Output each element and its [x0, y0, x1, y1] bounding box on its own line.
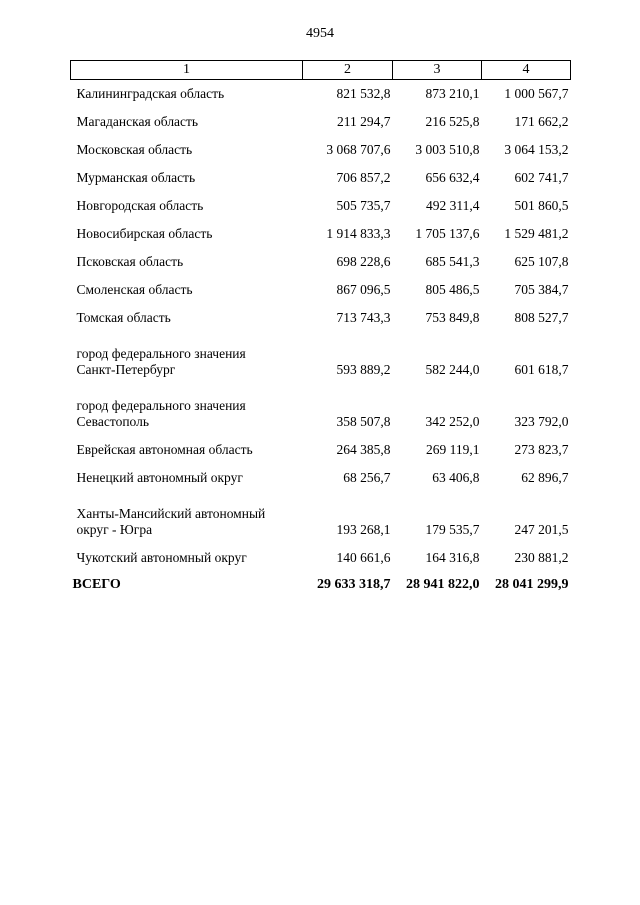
region-name [71, 384, 303, 436]
value-col-2: 68 256,7 [343, 470, 391, 485]
table-row [71, 164, 571, 192]
table-row [71, 332, 571, 384]
table-row [71, 220, 571, 248]
page-number: 4954 [306, 26, 334, 41]
value-col-2: 706 857,2 [336, 170, 391, 185]
value-col-3: 753 849,8 [425, 310, 480, 325]
total-row [71, 572, 571, 598]
region-name: Калининградская область [76, 86, 225, 101]
value-col-3: 269 119,1 [426, 442, 480, 457]
value-col-2: 358 507,8 [336, 414, 391, 429]
value-col-3: 492 311,4 [426, 198, 480, 213]
column-header-2: 2 [303, 61, 393, 80]
table-row [71, 276, 571, 304]
table-row [71, 464, 571, 492]
table-row [71, 80, 571, 109]
value-col-4: 1 529 481,2 [504, 226, 569, 241]
value-col-4: 501 860,5 [514, 198, 569, 213]
region-name: Смоленская область [76, 282, 193, 297]
value-col-3: 216 525,8 [425, 114, 480, 129]
table-header-row [71, 61, 571, 80]
region-name: Мурманская область [76, 170, 196, 185]
total-label: ВСЕГО [72, 577, 121, 592]
region-name: Еврейская автономная область [76, 442, 253, 457]
region-name: Томская область [76, 310, 171, 325]
region-name-line-2: Севастополь [76, 414, 150, 429]
region-name: Новосибирская область [76, 226, 213, 241]
value-col-2: 698 228,6 [336, 254, 391, 269]
total-col-4: 28 041 299,9 [495, 577, 569, 592]
value-col-4: 323 792,0 [514, 414, 569, 429]
value-col-4: 273 823,7 [514, 442, 569, 457]
value-col-2: 713 743,3 [336, 310, 391, 325]
value-col-3: 179 535,7 [425, 522, 480, 537]
value-col-2: 593 889,2 [336, 362, 391, 377]
value-col-4: 705 384,7 [514, 282, 569, 297]
value-col-2: 867 096,5 [336, 282, 391, 297]
value-col-4: 247 201,5 [514, 522, 569, 537]
total-col-3: 28 941 822,0 [406, 577, 480, 592]
region-name-line-2: округ - Югра [76, 522, 153, 537]
value-col-2: 193 268,1 [336, 522, 391, 537]
region-name: Чукотский автономный округ [76, 550, 247, 565]
region-name [71, 492, 303, 544]
region-name: Новгородская область [76, 198, 204, 213]
value-col-4: 62 896,7 [521, 470, 569, 485]
table-row [71, 136, 571, 164]
table-row [71, 304, 571, 332]
value-col-4: 230 881,2 [514, 550, 569, 565]
region-name-line-2: Санкт-Петербург [76, 362, 176, 377]
table-row [71, 492, 571, 544]
value-col-3: 805 486,5 [425, 282, 480, 297]
value-col-4: 625 107,8 [514, 254, 569, 269]
table-row [71, 436, 571, 464]
value-col-4: 601 618,7 [514, 362, 569, 377]
column-header-3: 3 [393, 61, 482, 80]
region-name: Магаданская область [76, 114, 199, 129]
value-col-3: 656 632,4 [425, 170, 480, 185]
value-col-3: 873 210,1 [425, 86, 480, 101]
total-col-2: 29 633 318,7 [317, 577, 391, 592]
value-col-3: 342 252,0 [425, 414, 480, 429]
column-header-1: 1 [71, 61, 303, 80]
value-col-2: 505 735,7 [336, 198, 391, 213]
column-header-4: 4 [482, 61, 571, 80]
value-col-3: 164 316,8 [425, 550, 480, 565]
table-row [71, 248, 571, 276]
region-name: Псковская область [76, 254, 184, 269]
value-col-2: 211 294,7 [337, 114, 391, 129]
value-col-4: 171 662,2 [514, 114, 569, 129]
value-col-2: 264 385,8 [336, 442, 391, 457]
value-col-2: 821 532,8 [336, 86, 391, 101]
value-col-3: 3 003 510,8 [415, 142, 480, 157]
table-row [71, 192, 571, 220]
data-table [70, 60, 571, 598]
region-name-line-1: Ханты-Мансийский автономный [76, 506, 266, 521]
region-name: Московская область [76, 142, 193, 157]
value-col-3: 685 541,3 [425, 254, 480, 269]
region-name-line-1: город федерального значения [76, 398, 246, 413]
value-col-4: 1 000 567,7 [504, 86, 569, 101]
value-col-4: 3 064 153,2 [504, 142, 569, 157]
table-row [71, 108, 571, 136]
value-col-3: 582 244,0 [425, 362, 480, 377]
value-col-3: 63 406,8 [432, 470, 480, 485]
value-col-4: 602 741,7 [514, 170, 569, 185]
region-name: Ненецкий автономный округ [76, 470, 243, 485]
value-col-2: 140 661,6 [336, 550, 391, 565]
region-name-line-1: город федерального значения [76, 346, 246, 361]
value-col-4: 808 527,7 [514, 310, 569, 325]
value-col-2: 3 068 707,6 [326, 142, 391, 157]
value-col-3: 1 705 137,6 [415, 226, 480, 241]
table-row [71, 384, 571, 436]
table-row [71, 544, 571, 572]
region-name [71, 332, 303, 384]
value-col-2: 1 914 833,3 [326, 226, 391, 241]
